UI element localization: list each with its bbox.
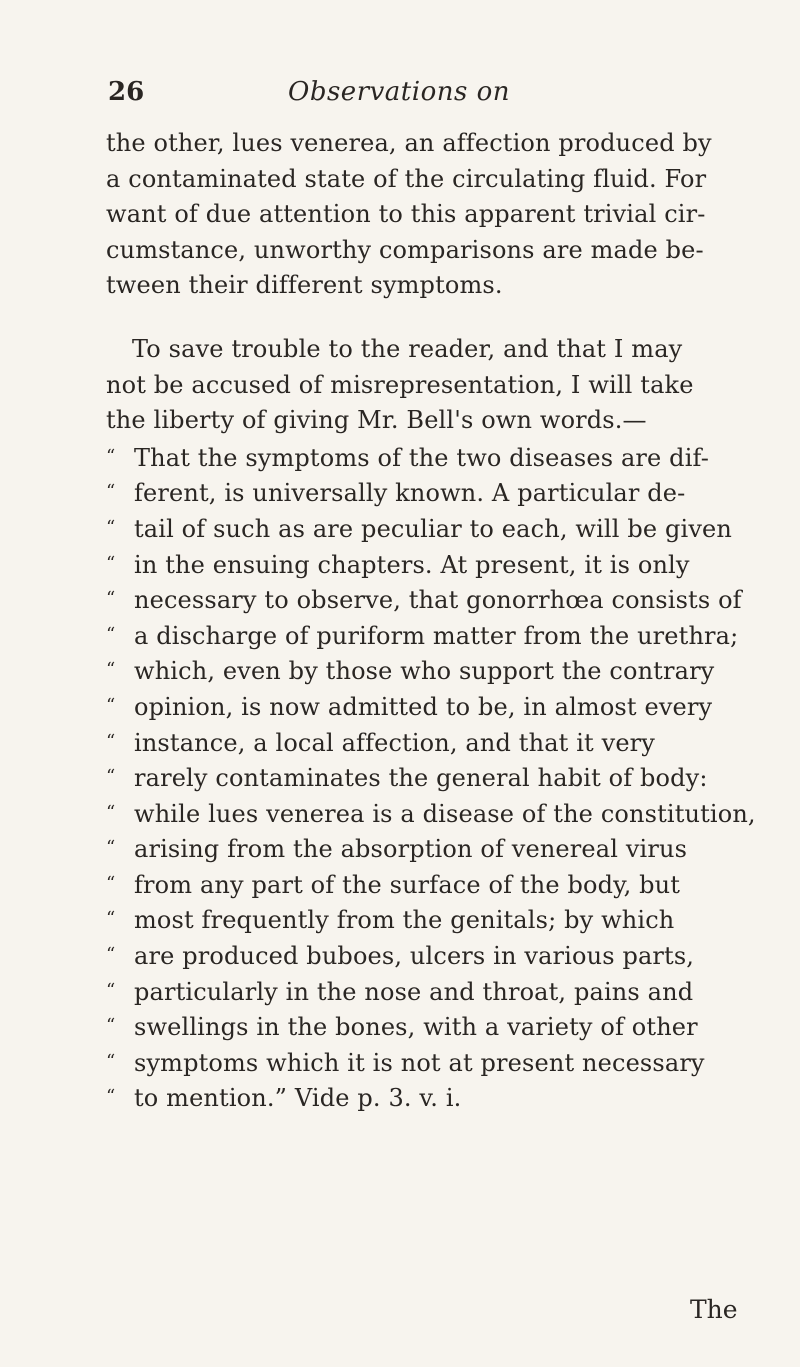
quote-line [106, 937, 756, 973]
body-text [106, 126, 756, 1115]
text-line: not be accused of misrepresentation, I will take [106, 370, 694, 399]
quote-line-text: most frequently from the genitals; by which [134, 906, 675, 935]
quote-mark: “ [106, 481, 116, 503]
quote-line-text: ferent, is universally known. A particular de- [134, 479, 686, 508]
quote-mark: “ [106, 516, 116, 538]
quote-line [106, 1079, 756, 1115]
quote-line [106, 724, 756, 760]
quote-line-text: That the symptoms of the two diseases are dif- [134, 443, 709, 472]
quote-line-text: rarely contaminates the general habit of body: [134, 764, 708, 793]
quote-mark: “ [106, 944, 116, 966]
page-header [108, 72, 748, 112]
quote-line [106, 581, 756, 617]
running-title: Observations on [288, 77, 510, 107]
quote-line [106, 688, 756, 724]
text-line: tween their different symptoms. [106, 271, 503, 300]
quote-line-text: to mention.” Vide p. 3. v. i. [134, 1084, 462, 1113]
paragraph-1 [106, 126, 756, 304]
quote-line [106, 1008, 756, 1044]
quote-mark: “ [106, 694, 116, 716]
quote-line [106, 652, 756, 688]
paragraph-gap [106, 304, 756, 332]
text-line: the other, lues venerea, an affection produced by [106, 129, 712, 157]
quote-line [106, 830, 756, 866]
quote-line-text: arising from the absorption of venereal virus [134, 835, 688, 864]
quote-line-text: are produced buboes, ulcers in various parts, [134, 942, 695, 971]
quote-line [106, 759, 756, 795]
text-line: To save trouble to the reader, and that I may [132, 334, 683, 363]
text-line: the liberty of giving Mr. Bell's own words.— [106, 406, 647, 435]
quote-line-text: from any part of the surface of the body, but [134, 870, 681, 899]
quote-mark: “ [106, 908, 116, 930]
quote-line-text: which, even by those who support the contrary [134, 657, 715, 686]
text-line: a contaminated state of the circulating fluid. For [106, 164, 707, 193]
quote-line [106, 439, 756, 475]
text-line: cumstance, unworthy comparisons are made be- [106, 235, 704, 264]
quote-mark: “ [106, 766, 116, 788]
paragraph-2 [106, 332, 756, 439]
quote-mark: “ [106, 872, 116, 894]
text-line: want of due attention to this apparent trivial cir- [106, 200, 706, 229]
quote-line [106, 510, 756, 546]
quote-line-text: necessary to observe, that gonorrhœa consists of [134, 586, 742, 615]
quote-line-text: symptoms which it is not at present necessary [134, 1048, 705, 1077]
quote-line [106, 795, 756, 831]
page-number: 26 [108, 77, 145, 107]
quote-line [106, 1044, 756, 1080]
quote-mark: “ [106, 1050, 116, 1072]
quote-line [106, 973, 756, 1009]
quote-line [106, 617, 756, 653]
quote-mark: “ [106, 552, 116, 574]
quote-line-text: swellings in the bones, with a variety of other [134, 1013, 698, 1042]
quote-mark: “ [106, 1015, 116, 1037]
quote-mark: “ [106, 979, 116, 1001]
quote-line [106, 901, 756, 937]
quote-line-text: opinion, is now admitted to be, in almost every [134, 692, 713, 721]
quote-mark: “ [106, 588, 116, 610]
quote-mark: “ [106, 445, 116, 467]
quote-mark: “ [106, 1086, 116, 1108]
quote-line [106, 474, 756, 510]
quote-mark: “ [106, 801, 116, 823]
quote-line [106, 866, 756, 902]
quote-line-text: tail of such as are peculiar to each, will be given [134, 514, 732, 543]
quote-mark: “ [106, 837, 116, 859]
quote-mark: “ [106, 659, 116, 681]
catchword: The [690, 1295, 738, 1324]
quote-mark: “ [106, 623, 116, 645]
quote-line [106, 546, 756, 582]
quote-line-text: particularly in the nose and throat, pains and [134, 977, 694, 1006]
quotation-block [106, 439, 756, 1115]
quote-line-text: instance, a local affection, and that it very [134, 728, 656, 757]
quote-line-text: a discharge of puriform matter from the urethra; [134, 621, 739, 650]
quote-line-text: while lues venerea is a disease of the constitution, [134, 799, 756, 828]
quote-mark: “ [106, 730, 116, 752]
quote-line-text: in the ensuing chapters. At present, it is only [134, 550, 690, 579]
